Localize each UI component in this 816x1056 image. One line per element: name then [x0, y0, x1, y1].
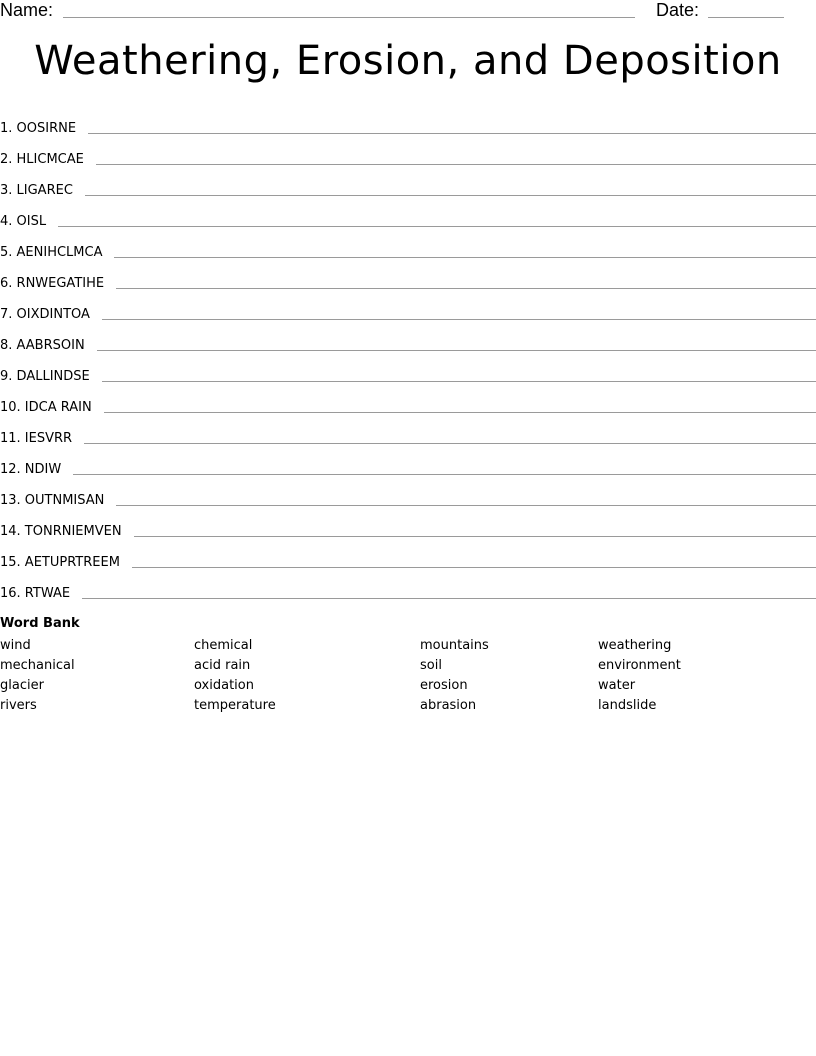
answer-field[interactable] — [58, 225, 816, 227]
word-bank-word: oxidation — [194, 678, 254, 693]
word-bank-word: glacier — [0, 678, 44, 693]
answer-field[interactable] — [102, 380, 816, 382]
word-bank-word: landslide — [598, 698, 657, 713]
answer-field[interactable] — [96, 163, 816, 165]
scramble-label: 16. RTWAE — [0, 586, 71, 601]
word-bank-word: water — [598, 678, 636, 693]
answer-field[interactable] — [97, 349, 816, 351]
scramble-label: 15. AETUPRTREEM — [0, 555, 120, 570]
answer-field[interactable] — [104, 411, 816, 413]
scramble-label: 5. AENIHCLMCA — [0, 245, 103, 260]
answer-field[interactable] — [114, 256, 816, 258]
scramble-item — [0, 391, 816, 422]
scramble-item — [0, 484, 816, 515]
word-bank-word: acid rain — [194, 658, 251, 673]
scramble-label: 8. AABRSOIN — [0, 338, 85, 353]
date-label: Date: — [656, 0, 700, 20]
scramble-item — [0, 143, 816, 174]
scramble-label: 1. OOSIRNE — [0, 121, 77, 136]
scramble-label: 3. LIGAREC — [0, 183, 73, 198]
answer-field[interactable] — [116, 287, 816, 289]
word-bank-word: soil — [420, 658, 442, 673]
scramble-list — [0, 112, 816, 608]
name-field[interactable] — [63, 17, 635, 18]
scramble-item — [0, 298, 816, 329]
scramble-label: 14. TONRNIEMVEN — [0, 524, 122, 539]
scramble-item — [0, 205, 816, 236]
answer-field[interactable] — [134, 535, 816, 537]
scramble-item — [0, 515, 816, 546]
scramble-item — [0, 546, 816, 577]
word-bank-grid — [0, 636, 816, 716]
date-field[interactable] — [708, 17, 784, 18]
word-bank-title: Word Bank — [0, 616, 80, 631]
word-bank-word: temperature — [194, 698, 276, 713]
scramble-label: 12. NDIW — [0, 462, 62, 477]
name-label: Name: — [0, 0, 54, 20]
word-bank-word: wind — [0, 638, 31, 653]
word-bank-word: environment — [598, 658, 681, 673]
word-bank-word: abrasion — [420, 698, 477, 713]
scramble-item — [0, 174, 816, 205]
scramble-item — [0, 360, 816, 391]
word-bank-word: rivers — [0, 698, 37, 713]
scramble-item — [0, 267, 816, 298]
word-bank — [0, 616, 816, 716]
scramble-item — [0, 236, 816, 267]
word-bank-word: erosion — [420, 678, 468, 693]
answer-field[interactable] — [132, 566, 816, 568]
scramble-label: 10. IDCA RAIN — [0, 400, 92, 415]
scramble-label: 13. OUTNMISAN — [0, 493, 105, 508]
answer-field[interactable] — [85, 194, 816, 196]
scramble-item — [0, 112, 816, 143]
answer-field[interactable] — [73, 473, 816, 475]
scramble-label: 4. OISL — [0, 214, 47, 229]
scramble-label: 11. IESVRR — [0, 431, 73, 446]
scramble-label: 6. RNWEGATIHE — [0, 276, 105, 291]
scramble-label: 7. OIXDINTOA — [0, 307, 90, 322]
word-bank-word: mountains — [420, 638, 489, 653]
scramble-item — [0, 453, 816, 484]
word-bank-word: chemical — [194, 638, 253, 653]
word-bank-word: mechanical — [0, 658, 75, 673]
answer-field[interactable] — [116, 504, 816, 506]
scramble-label: 9. DALLINDSE — [0, 369, 90, 384]
answer-field[interactable] — [84, 442, 816, 444]
answer-field[interactable] — [88, 132, 816, 134]
scramble-label: 2. HLICMCAE — [0, 152, 84, 167]
answer-field[interactable] — [82, 597, 816, 599]
scramble-item — [0, 577, 816, 608]
answer-field[interactable] — [102, 318, 816, 320]
scramble-item — [0, 329, 816, 360]
page-title: Weathering, Erosion, and Deposition — [34, 38, 782, 84]
header — [0, 0, 816, 24]
scramble-item — [0, 422, 816, 453]
word-bank-word: weathering — [598, 638, 672, 653]
